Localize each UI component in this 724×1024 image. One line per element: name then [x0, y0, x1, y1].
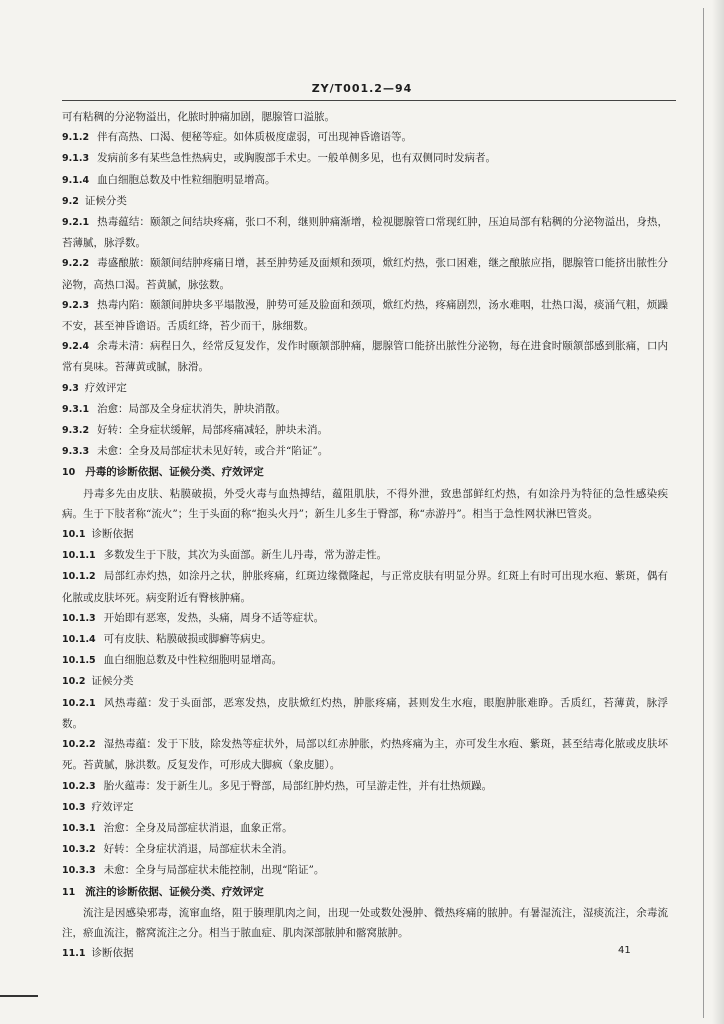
clause-text: 发病前多有某些急性热病史，或胸腹部手术史。一般单侧多见，也有双侧同时发病者。 — [97, 152, 497, 165]
clause-number: 9.2.2 — [62, 258, 90, 270]
clause-number: 10.3.3 — [62, 865, 96, 877]
subsection-heading — [62, 191, 668, 212]
clause-text: 未愈：全身及局部症状未见好转，或合并“陷证”。 — [97, 445, 329, 458]
clause-text: 流注是因感染邪毒，流窜血络，阻于腠理肌肉之间，出现一处或数处漫肿、微热疼痛的脓肿。有暑湿流注，湿痰流注，余毒流注，瘀血流注，髂窝流注之分。相当于脓血症、肌肉深部脓肿和髂窝脓肿。 — [62, 906, 668, 939]
subsection-heading — [62, 378, 668, 399]
paragraph — [62, 336, 668, 377]
clause-number: 10.2.1 — [62, 697, 96, 709]
paragraph — [62, 545, 668, 566]
clause-number: 10.1.5 — [62, 655, 96, 667]
clause-number: 9.1.4 — [62, 174, 90, 186]
document-body — [62, 107, 668, 964]
paragraph — [62, 629, 668, 650]
clause-text: 热毒蕴结：颐颔之间结块疼痛，张口不利，继则肿痛渐增，检视腮腺管口常现红肿，压迫局部有粘稠的分泌物溢出，身热，苔薄腻，脉浮数。 — [62, 216, 668, 250]
clause-text: 风热毒蕴：发于头面部，恶寒发热，皮肤焮红灼热，肿胀疼痛，甚则发生水疱，眼胞肿胀难睁。舌质红，苔薄黄，脉浮数。 — [62, 696, 668, 730]
clause-text: 流注的诊断依据、证候分类、疗效评定 — [85, 885, 264, 898]
header-rule — [62, 100, 676, 101]
paragraph — [62, 903, 668, 943]
paragraph — [62, 839, 668, 860]
scan-mark — [0, 995, 38, 997]
clause-number: 9.3.3 — [62, 446, 90, 458]
clause-text: 好转：全身症状消退，局部症状未全消。 — [103, 843, 293, 856]
clause-number: 11 — [62, 886, 76, 898]
clause-number: 10 — [62, 467, 76, 479]
clause-number: 10.1 — [62, 529, 86, 541]
clause-text: 证候分类 — [91, 675, 134, 688]
clause-number: 10.2.3 — [62, 780, 96, 792]
clause-text: 开始即有恶寒，发热，头痛，周身不适等症状。 — [103, 611, 325, 624]
paragraph — [62, 608, 668, 629]
clause-number: 11.1 — [62, 948, 86, 960]
clause-number: 10.3.1 — [62, 822, 96, 834]
paragraph — [62, 127, 668, 148]
subsection-heading — [62, 524, 668, 545]
clause-text: 胎火蕴毒：发于新生儿。多见于臀部，局部红肿灼热，可呈游走性，并有壮热烦躁。 — [103, 779, 493, 792]
clause-text: 可有粘稠的分泌物溢出，化脓时肿痛加剧，腮腺管口溢脓。 — [62, 111, 335, 123]
paragraph — [62, 441, 668, 462]
clause-number: 10.3 — [62, 801, 86, 813]
clause-text: 热毒内陷：颐颔间肿块多平塌散漫，肿势可延及脸面和颈项，焮红灼热，疼痛剧烈，汤水难咽，壮热口渴，痰涌气粗，烦躁不安，甚至神昏谵语。舌质红绛，苔少而干，脉细数。 — [62, 298, 668, 333]
subsection-heading — [62, 671, 668, 692]
paragraph — [62, 212, 668, 253]
clause-number: 9.1.2 — [62, 132, 90, 144]
clause-number: 10.1.1 — [62, 550, 96, 562]
clause-text: 余毒未清：病程日久，经常反复发作，发作时颐颔部肿痛，腮腺管口能挤出脓性分泌物，每在进食时颐颔部感到胀痛，口内常有臭味。苔薄黄或腻，脉滑。 — [62, 340, 668, 374]
clause-number: 9.3.2 — [62, 425, 90, 437]
clause-text: 血白细胞总数及中性粒细胞明显增高。 — [97, 173, 276, 186]
clause-text: 可有皮肤、粘膜破损或脚癣等病史。 — [103, 633, 272, 646]
paragraph — [62, 566, 668, 607]
clause-text: 丹毒的诊断依据、证候分类、疗效评定 — [85, 466, 264, 479]
subsection-heading — [62, 943, 668, 964]
paragraph — [62, 295, 668, 336]
paragraph — [62, 170, 668, 191]
page-edge-shadow — [712, 0, 724, 1024]
paragraph — [62, 776, 668, 797]
clause-number: 9.1.3 — [62, 153, 90, 165]
clause-number: 10.3.2 — [62, 844, 96, 856]
paragraph — [62, 107, 668, 127]
clause-text: 未愈：全身与局部症状未能控制，出现“陷证”。 — [103, 864, 325, 877]
clause-text: 证候分类 — [84, 194, 127, 207]
clause-text: 丹毒多先由皮肤、粘膜破损，外受火毒与血热搏结，蕴阻肌肤，不得外泄，致患部鲜红灼热，有如涂丹为特征的急性感染疾病。生于下肢者称“流火”；生于头面的称“抱头火丹”；新生儿多生于臀部，称“赤游丹”。相当于急性网状淋巴管炎。 — [62, 487, 668, 520]
clause-number: 10.1.3 — [62, 612, 96, 624]
section-heading — [62, 882, 668, 903]
clause-text: 血白细胞总数及中性粒细胞明显增高。 — [103, 654, 283, 667]
page-edge-line — [703, 8, 704, 1018]
clause-text: 疗效评定 — [91, 800, 134, 813]
clause-text: 诊断依据 — [91, 528, 134, 541]
clause-text: 疗效评定 — [84, 381, 127, 394]
paragraph — [62, 860, 668, 881]
paragraph — [62, 650, 668, 671]
clause-number: 9.3 — [62, 382, 79, 394]
paragraph — [62, 420, 668, 441]
clause-text: 毒盛酿脓：颐颔间结肿疼痛日增，甚至肿势延及面颊和颈项，焮红灼热，张口困难，继之酿脓应指，腮腺管口能挤出脓性分泌物，高热口渴。苔黄腻，脉弦数。 — [62, 257, 668, 291]
clause-text: 诊断依据 — [91, 947, 134, 960]
clause-number: 9.3.1 — [62, 403, 90, 415]
subsection-heading — [62, 797, 668, 818]
section-heading — [62, 462, 668, 483]
clause-number: 9.2.4 — [62, 341, 90, 353]
page-number: 41 — [618, 945, 631, 956]
paragraph — [62, 693, 668, 734]
clause-number: 9.2.1 — [62, 217, 90, 229]
page-header: ZY/T001.2—94 — [311, 82, 413, 95]
clause-number: 9.2.3 — [62, 299, 90, 311]
clause-text: 好转：全身症状缓解，局部疼痛减轻，肿块未消。 — [97, 424, 329, 437]
clause-text: 湿热毒蕴：发于下肢，除发热等症状外，局部以红赤肿胀，灼热疼痛为主，亦可发生水疱、紫斑，甚至结毒化脓或皮肤坏死。苔黄腻，脉洪数。反复发作，可形成大脚疯（象皮腿）。 — [62, 738, 668, 772]
paragraph — [62, 734, 668, 775]
clause-number: 10.1.4 — [62, 634, 96, 646]
paragraph — [62, 253, 668, 294]
paragraph — [62, 399, 668, 420]
clause-number: 9.2 — [62, 195, 79, 207]
clause-text: 伴有高热、口渴、便秘等症。如体质极度虚弱，可出现神昏谵语等。 — [97, 131, 413, 144]
clause-text: 局部红赤灼热，如涂丹之状，肿胀疼痛，红斑边缘微隆起，与正常皮肤有明显分界。红斑上有时可出现水疱、紫斑，偶有化脓或皮肤坏死。病变附近有臀核肿痛。 — [62, 570, 668, 604]
clause-text: 治愈：局部及全身症状消失，肿块消散。 — [97, 402, 287, 415]
clause-number: 10.2 — [62, 676, 86, 688]
clause-number: 10.1.2 — [62, 571, 96, 583]
clause-text: 治愈：全身及局部症状消退，血象正常。 — [103, 821, 293, 834]
paragraph — [62, 484, 668, 524]
paragraph — [62, 818, 668, 839]
paragraph — [62, 148, 668, 169]
clause-text: 多数发生于下肢，其次为头面部。新生儿丹毒，常为游走性。 — [103, 549, 388, 562]
clause-number: 10.2.2 — [62, 739, 96, 751]
